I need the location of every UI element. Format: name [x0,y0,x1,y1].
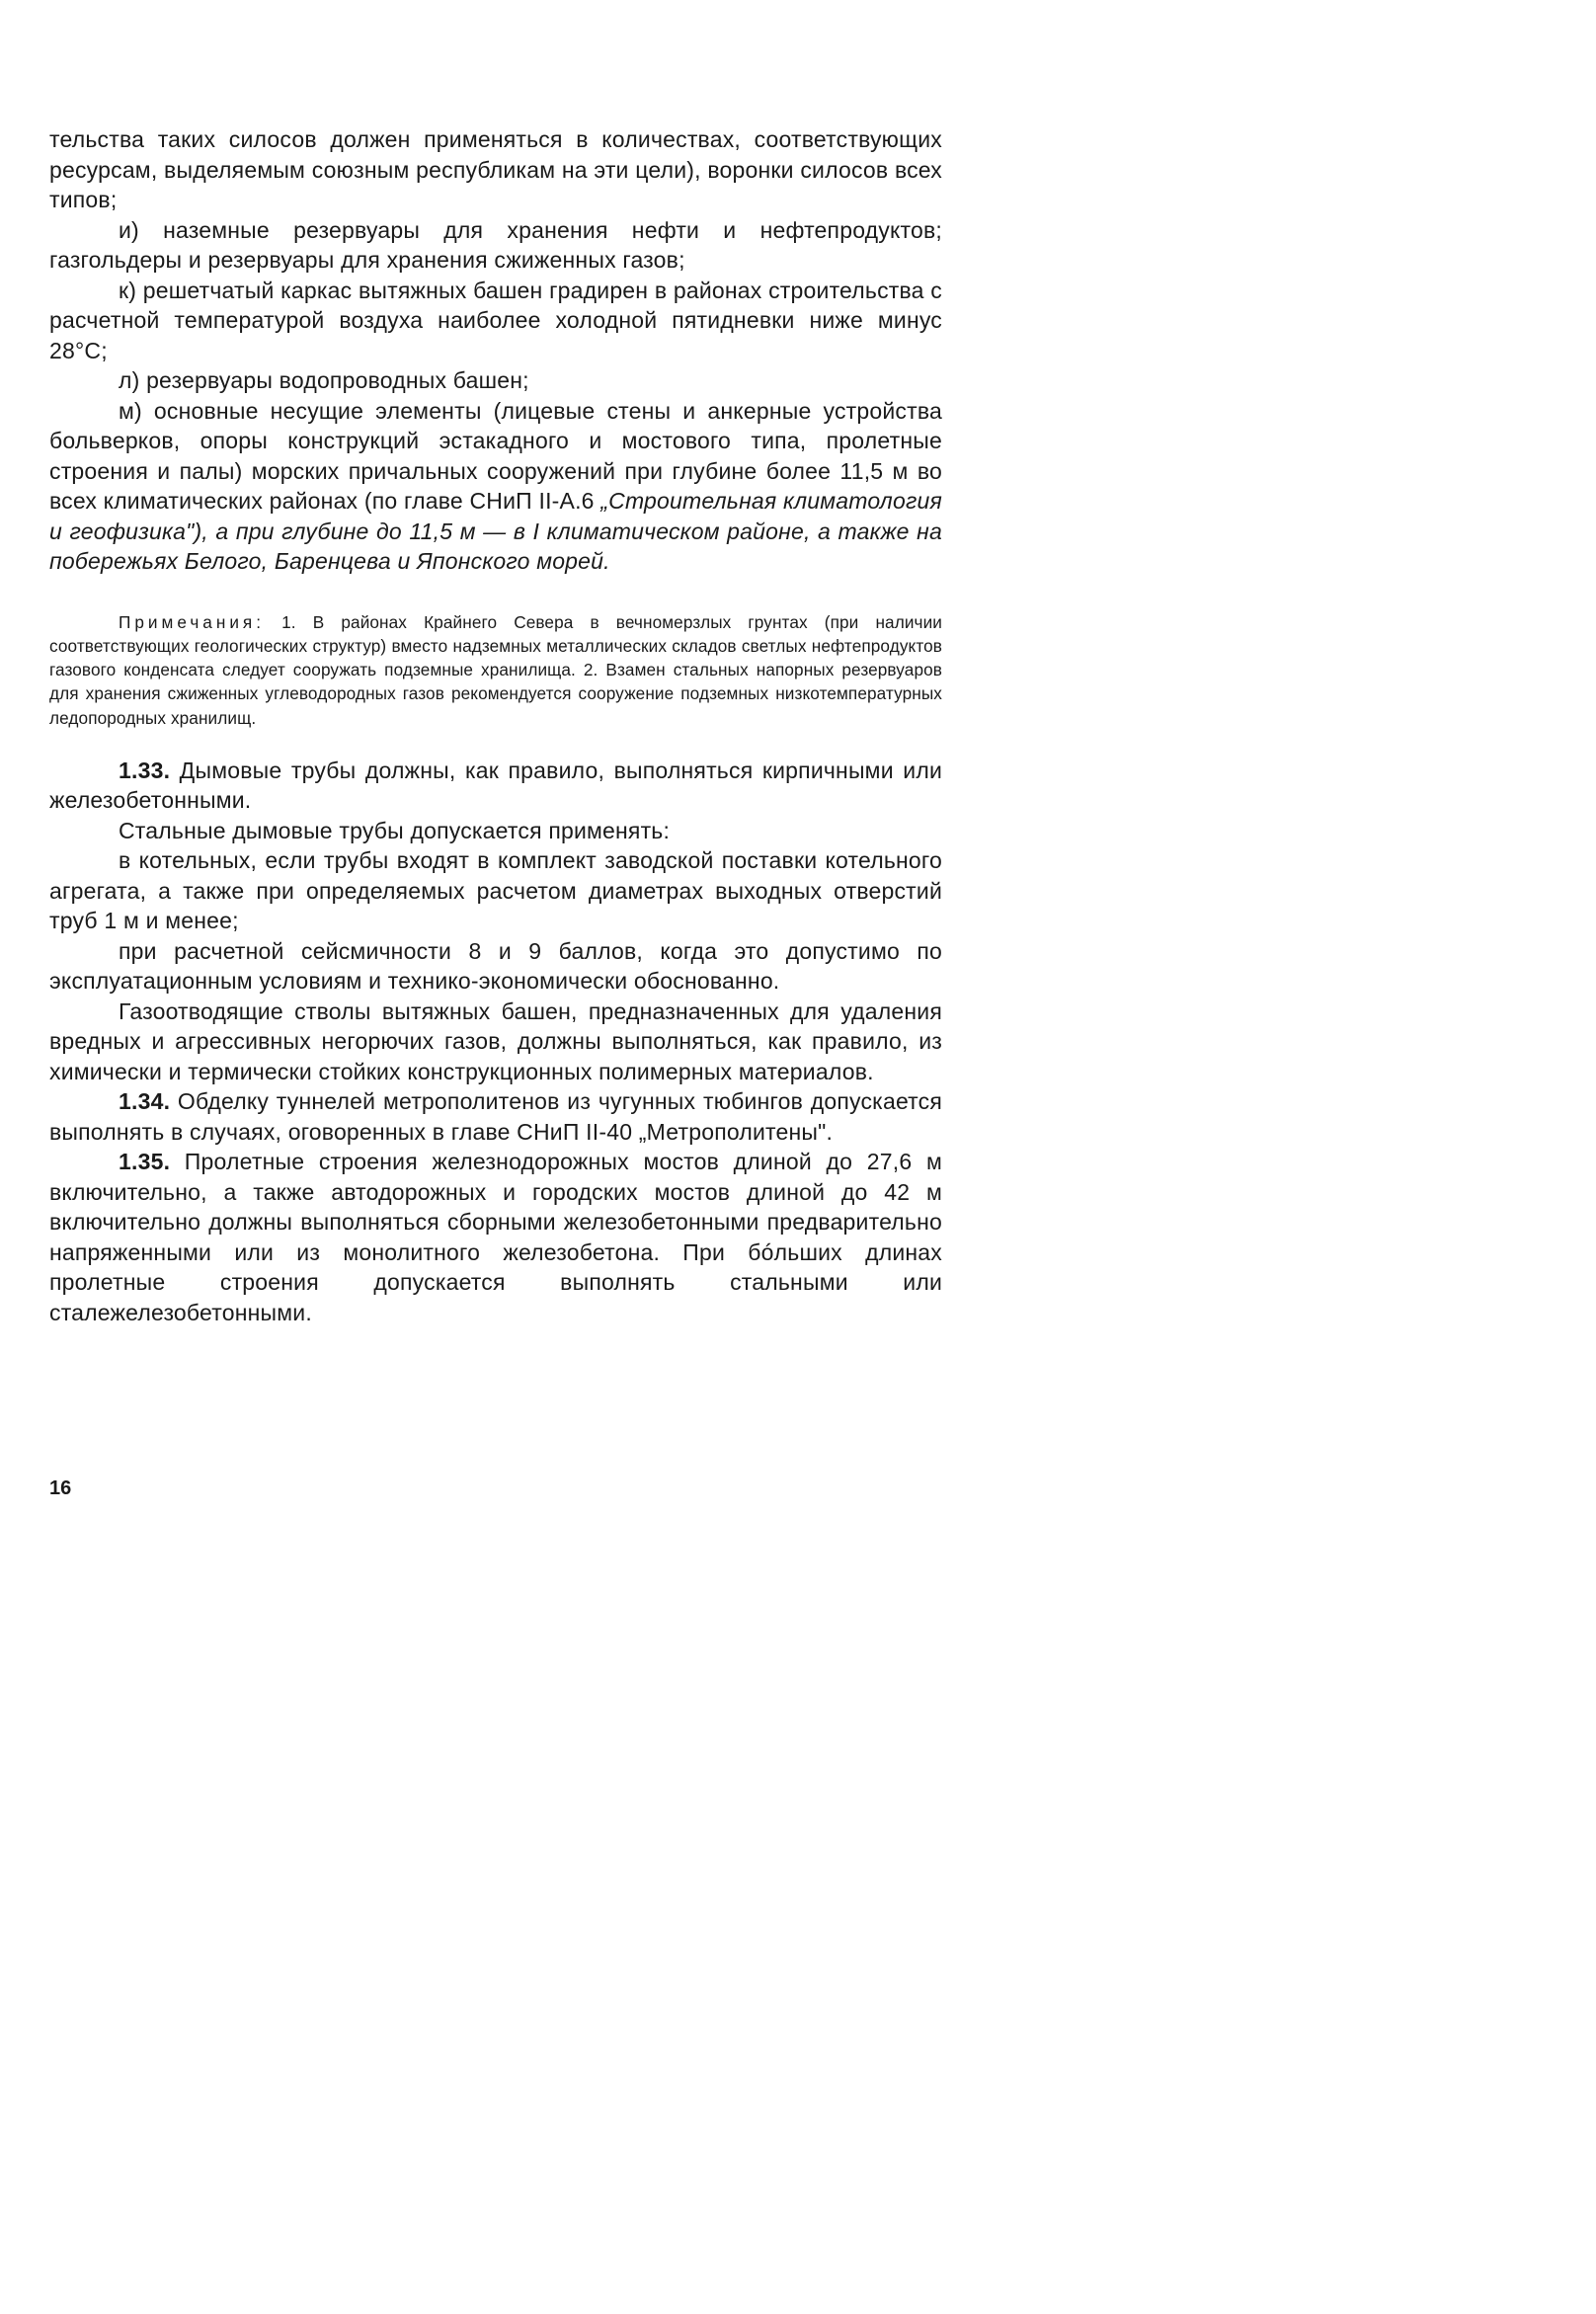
list-item-k: к) решетчатый каркас вытяжных башен градирен в районах строительства с расчетной температурой воздуха наиболее холодной пятидневки ниже минус 28°С; [49,277,942,363]
paragraph-continuation: тельства таких силосов должен применяться в количествах, соответствующих ресурсам, выделяемым союзным республикам на эти цели), воронки силосов всех типов; [49,126,942,212]
section-text: Пролетные строения железнодорожных мостов длиной до 27,6 м включительно, а также автодорожных и городских мостов длиной до 42 м включительно должны выполняться сборными железобетонными предварительно напряженными или из монолитного железобетона. При бóльших длинах пролетные строения допускается выполнять стальными или сталежелезобетонными. [49,1149,942,1325]
list-item-m-italic: „Строительная климатология и геофизика"), а при глубине до 11,5 м — в I климатическом районе, а также на побережьях Белого, Баренцева и Японского морей. [49,488,942,574]
list-item-m-text: м) основные несущие элементы (лицевые стены и анкерные устройства больверков, опоры конструкций эстакадного и мостового типа, пролетные строения и палы) морских причальных сооружений при глубине более 11,5 м во всех климатических районах (по главе СНиП II-А.6 [49,397,942,514]
section-1-33-paragraph: в котельных, если трубы входят в комплект заводской поставки котельного агрегата, а также при определяемых расчетом диаметрах выходных отверстий труб 1 м и менее; [49,847,942,934]
section-text: Дымовые трубы должны, как правило, выполняться кирпичными или железобетонными. [49,757,942,814]
section-1-33-paragraph: Газоотводящие стволы вытяжных башен, предназначенных для удаления вредных и агрессивных негорючих газов, должны выполняться, как правило, из химически и термически стойких конструкционных полимерных материалов. [49,997,942,1084]
section-text: Обделку туннелей метрополитенов из чугунных тюбингов допускается выполнять в случаях, оговоренных в главе СНиП II-40 „Метрополитены". [49,1088,942,1145]
notes-heading: Примечания: [119,611,266,632]
section-1-35 [49,1147,942,1327]
notes-text: 1. В районах Крайнего Севера в вечномерзлых грунтах (при наличии соответствующих геологических структур) вместо надземных металлических складов светлых нефтепродуктов газового конденсата следует сооружать подземные хранилища. 2. Взамен стальных напорных резервуаров для хранения сжиженных углеводородных газов рекомендуется сооружение подземных низкотемпературных ледопородных хранилищ. [49,611,942,728]
notes-block [49,610,942,730]
section-1-33-paragraph: при расчетной сейсмичности 8 и 9 баллов, когда это допустимо по эксплуатационным условиям и технико-экономически обоснованно. [49,937,942,995]
section-1-33-paragraph: Стальные дымовые трубы допускается применять: [119,817,671,843]
section-1-33 [49,756,942,816]
list-item-i: и) наземные резервуары для хранения нефти и нефтепродуктов; газгольдеры и резервуары для хранения сжиженных газов; [49,216,942,273]
document-page [49,124,942,1327]
list-item-l: л) резервуары водопроводных башен; [119,367,529,393]
section-number: 1.34. [119,1088,171,1115]
list-item-m [49,396,942,577]
section-1-34 [49,1086,942,1147]
section-number: 1.33. [119,757,171,783]
page-number: 16 [49,1477,72,1499]
section-number: 1.35. [119,1149,171,1175]
